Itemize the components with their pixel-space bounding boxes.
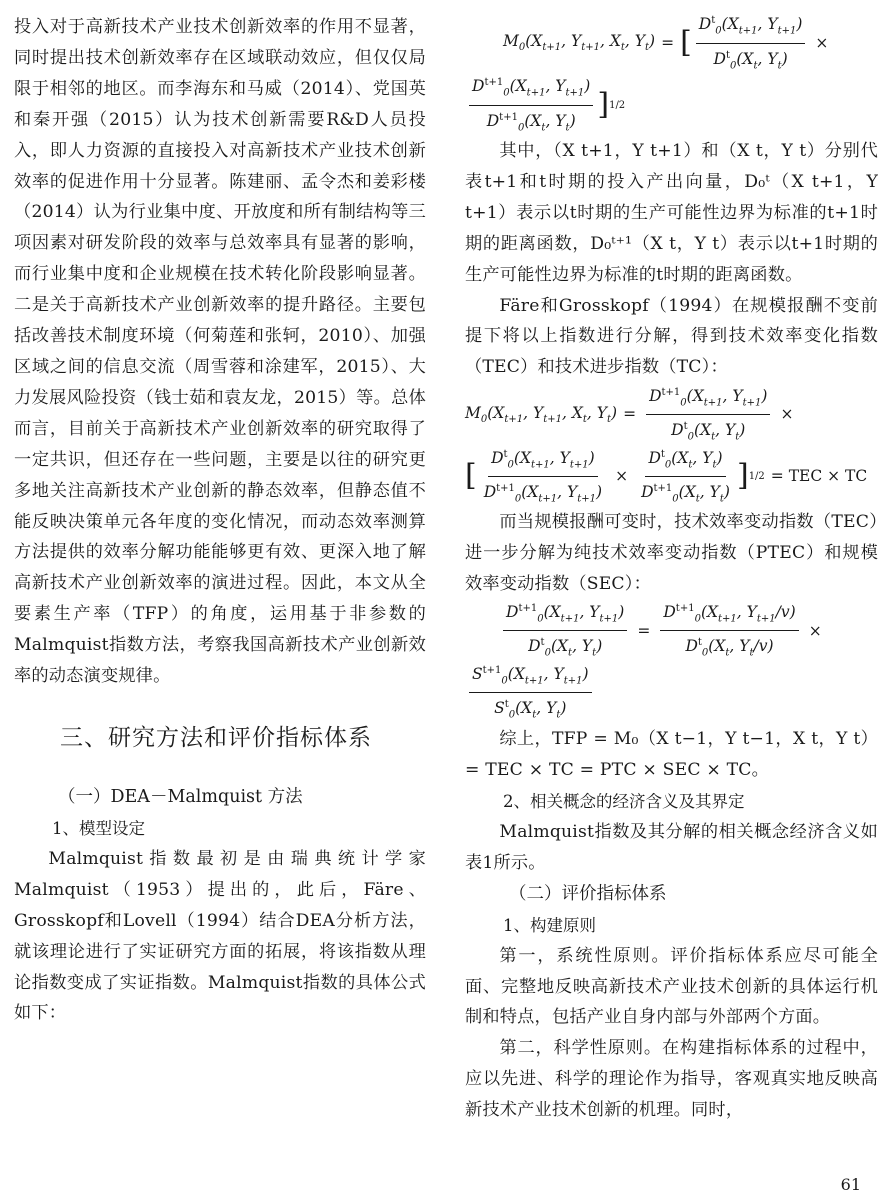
formula-malmquist-1-cont: $\frac{D^{t+1}_0(X_{t+1}, Y_{t+1})}{D^{t+1}_0(X_t, Y_t)}$ ] 1/2 (465, 74, 878, 136)
body-paragraph: Malmquist指数最初是由瑞典统计学家Malmquist（1953）提出的，此后，Färe、Grosskopf和Lovell（1994）结合DEA分析方法，就该理论进行了实证研究方面的拓展，将该指数从理论指数变成了实证指数。Malmquist指数的具体公式如下： (14, 848, 426, 1024)
body-paragraph: 综上，TFP = M₀（X t−1，Y t−1，X t，Y t）= TEC × TC = PTC × SEC × TC。 (465, 728, 878, 780)
body-paragraph: 第二，科学性原则。在构建指标体系的过程中，应以先进、科学的理论作为指导，客观真实地反映高新技术产业技术创新的机理。同时， (465, 1038, 878, 1121)
sub-subsection-heading: 2、相关概念的经济含义及其界定 (503, 791, 745, 811)
subsection-heading: （二）评价指标体系 (509, 883, 667, 904)
section-title: 三、研究方法和评价指标体系 (60, 724, 372, 751)
formula-malmquist-1: $M_0(X_{t+1}$, $Y_{t+1}$, $X_t$, $Y_t$) = [ $\frac{D^t_0(X_{t+1}, Y_{t+1})}{D^t_0(X_t, Y_t)}$ × (465, 12, 878, 74)
body-paragraph: Malmquist指数及其分解的相关概念经济含义如表1所示。 (465, 821, 878, 873)
sub-subsection-heading: 1、模型设定 (52, 818, 145, 838)
body-paragraph: 第一，系统性原则。评价指标体系应尽可能全面、完整地反映高新技术产业技术创新的具体运行机制和特点，包括产业自身内部与外部两个方面。 (465, 945, 878, 1028)
formula-malmquist-2-cont: [ $\frac{D^t_0(X_{t+1}, Y_{t+1})}{D^{t+1}_0(X_{t+1}, Y_{t+1})}$ × $\frac{D^t_0(X_t, Y_t)}{D^{t+1}_0(X_t, Y_t)}$ ] 1/2 = TEC × TC (465, 445, 878, 507)
sub-subsection-heading: 1、构建原则 (503, 915, 596, 935)
subsection-heading: （一）DEA－Malmquist 方法 (58, 786, 303, 807)
page-number: 61 (840, 1175, 861, 1194)
body-paragraph: 其中，（X t+1，Y t+1）和（X t，Y t）分别代表t+1和t时期的投入产出向量，D₀ᵗ（X t+1，Y t+1）表示以t时期的生产可能性边界为标准的t+1时期的距离函数，D₀ᵗ⁺¹（X t，Y t）表示以t+1时期的生产可能性边界为标准的t时期的距离函数。 (465, 141, 878, 285)
right-column (465, 12, 878, 1126)
body-paragraph: Färe和Grosskopf（1994）在规模报酬不变前提下将以上指数进行分解，得到技术效率变化指数（TEC）和技术进步指数（TC）： (465, 295, 878, 378)
formula-decomposition-cont: $\frac{S^{t+1}_0(X_{t+1}, Y_{t+1})}{S^t_0(X_t, Y_t)}$ (465, 662, 878, 724)
formula-malmquist-2: $M_0(X_{t+1}$, $Y_{t+1}$, $X_t$, $Y_t$) = $\frac{D^{t+1}_0(X_{t+1}, Y_{t+1})}{D^t_0(X_t, Y_t)}$ × (465, 383, 878, 445)
formula-result: = TEC × TC (770, 467, 868, 486)
formula-decomposition: $\frac{D^{t+1}_0(X_{t+1}, Y_{t+1})}{D^t_0(X_t, Y_t)}$ = $\frac{D^{t+1}_0(X_{t+1}, Y_{t+1}/v)}{D^t_0(X_t, Y_t/v)}$ × (465, 600, 878, 662)
left-column (14, 12, 426, 1029)
body-paragraph: 投入对于高新技术产业技术创新效率的作用不显著，同时提出技术创新效率存在区域联动效应，但仅仅局限于相邻的地区。而李海东和马威（2014）、党国英和秦开强（2015）认为技术创新需要R&D人员投入，即人力资源的直接投入对高新技术产业技术创新效率的促进作用十分显著。陈建丽、孟令杰和姜彩楼（2014）认为行业集中度、开放度和所有制结构等三项因素对研发阶段的效率与总效率具有显著的影响，而行业集中度和企业规模在技术转化阶段影响显著。二是关于高新技术产业创新效率的提升路径。主要包括改善技术制度环境（何菊莲和张轲，2010）、加强区域之间的信息交流（周雪蓉和涂建军，2015）、大力发展风险投资（钱士茹和袁友龙，2015）等。总体而言，目前关于高新技术产业创新效率的研究取得了一定共识，但还存在一些问题，主要是以往的研究更多地关注高新技术产业创新的静态效率，但静态值不能反映决策单元各年度的变化情况，而动态效率测算方法提供的效率分解功能能够更有效、更深入地了解高新技术产业创新效率的演进过程。因此，本文从全要素生产率（TFP）的角度，运用基于非参数的Malmquist指数方法，考察我国高新技术产业创新效率的动态演变规律。 (14, 17, 426, 687)
body-paragraph: 而当规模报酬可变时，技术效率变动指数（TEC）进一步分解为纯技术效率变动指数（PTEC）和规模效率变动指数（SEC）： (465, 512, 878, 595)
